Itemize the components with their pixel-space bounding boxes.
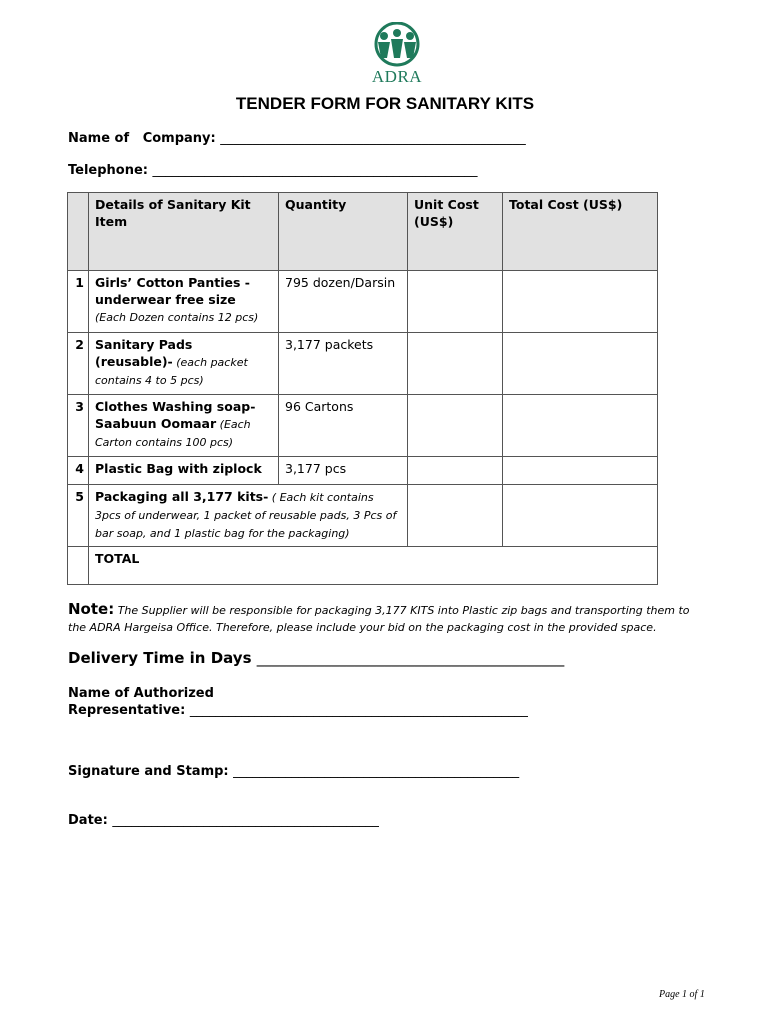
adra-logo [362,22,432,86]
telephone-label: Telephone: [68,163,148,178]
total-label: TOTAL [89,547,658,585]
row-number: 1 [68,271,89,333]
header-total-cost: Total Cost (US$) [503,193,658,271]
table-header-row [68,193,658,271]
item-description [89,271,279,333]
item-quantity: 3,177 packets [279,333,408,395]
page-number: Page 1 of 1 [659,989,705,1000]
item-quantity: 3,177 pcs [279,457,408,485]
page-title: TENDER FORM FOR SANITARY KITS [235,94,535,113]
header-details: Details of Sanitary Kit Item [89,193,279,271]
unit-cost-cell[interactable] [408,395,503,457]
item-quantity: 795 dozen/Darsin [279,271,408,333]
row-number: 5 [68,485,89,547]
item-quantity: 96 Cartons [279,395,408,457]
table-row [68,457,658,485]
note-paragraph [68,601,708,636]
date-field[interactable] [68,813,379,828]
item-note: ( Each kit contains 3pcs of underwear, 1 packet of reusable pads, 3 Pcs of bar soap, and 1 plastic bag for the packaging) [95,491,397,540]
item-description [89,333,279,395]
header-quantity: Quantity [279,193,408,271]
adra-emblem-icon [362,22,432,68]
delivery-blank[interactable]: _________________________________________ [256,649,565,667]
logo-text: ADRA [371,67,423,86]
item-name: Sanitary Pads (reusable)- [95,337,193,369]
delivery-time-field[interactable] [68,649,564,667]
authorized-blank[interactable]: ____________________________________________________ [189,703,528,718]
signature-blank[interactable]: ____________________________________________ [233,764,520,779]
item-description [89,395,279,457]
unit-cost-cell[interactable] [408,271,503,333]
unit-cost-cell[interactable] [408,333,503,395]
items-table [67,192,658,585]
item-note: (Each Dozen contains 12 pcs) [95,311,259,324]
signature-field[interactable] [68,764,519,779]
row-number: 2 [68,333,89,395]
company-field[interactable] [68,131,526,146]
table-row [68,333,658,395]
total-cost-cell[interactable] [503,485,658,547]
authorized-label: Representative: [68,703,186,718]
date-label: Date: [68,813,108,828]
item-note: (each packet contains 4 to 5 pcs) [95,356,248,387]
header-unit-cost: Unit Cost (US$) [408,193,503,271]
date-blank[interactable]: _________________________________________ [112,813,379,828]
telephone-field[interactable] [68,163,478,178]
total-cost-cell[interactable] [503,333,658,395]
table-row [68,395,658,457]
item-description [89,457,279,485]
authorized-label-line1: Name of Authorized [68,686,214,701]
signature-label: Signature and Stamp: [68,764,229,779]
item-note: (Each Carton contains 100 pcs) [95,418,251,449]
authorized-field[interactable] [68,703,528,718]
note-label: Note: [68,600,115,618]
header-num-cell [68,193,89,271]
item-name: Girls’ Cotton Panties - underwear free size [95,275,250,307]
table-row [68,271,658,333]
note-text: The Supplier will be responsible for packaging 3,177 KITS into Plastic zip bags and transporting them to the ADRA Hargeisa Office. Therefore, please include your bid on the packaging cost in the provided space. [68,604,690,634]
unit-cost-cell[interactable] [408,485,503,547]
company-label: Name of Company: [68,131,216,146]
item-description [89,485,408,547]
item-name: Clothes Washing soap- Saabuun Oomaar [95,399,256,431]
total-row [68,547,658,585]
company-blank[interactable]: _______________________________________________ [220,131,526,146]
delivery-label: Delivery Time in Days [68,649,252,667]
row-number [68,547,89,585]
item-name: Packaging all 3,177 kits- [95,489,269,504]
total-cost-cell[interactable] [503,271,658,333]
table-row [68,485,658,547]
total-cost-cell[interactable] [503,395,658,457]
row-number: 3 [68,395,89,457]
row-number: 4 [68,457,89,485]
telephone-blank[interactable]: __________________________________________________ [152,163,478,178]
unit-cost-cell[interactable] [408,457,503,485]
total-cost-cell[interactable] [503,457,658,485]
item-name: Plastic Bag with ziplock [95,461,262,476]
